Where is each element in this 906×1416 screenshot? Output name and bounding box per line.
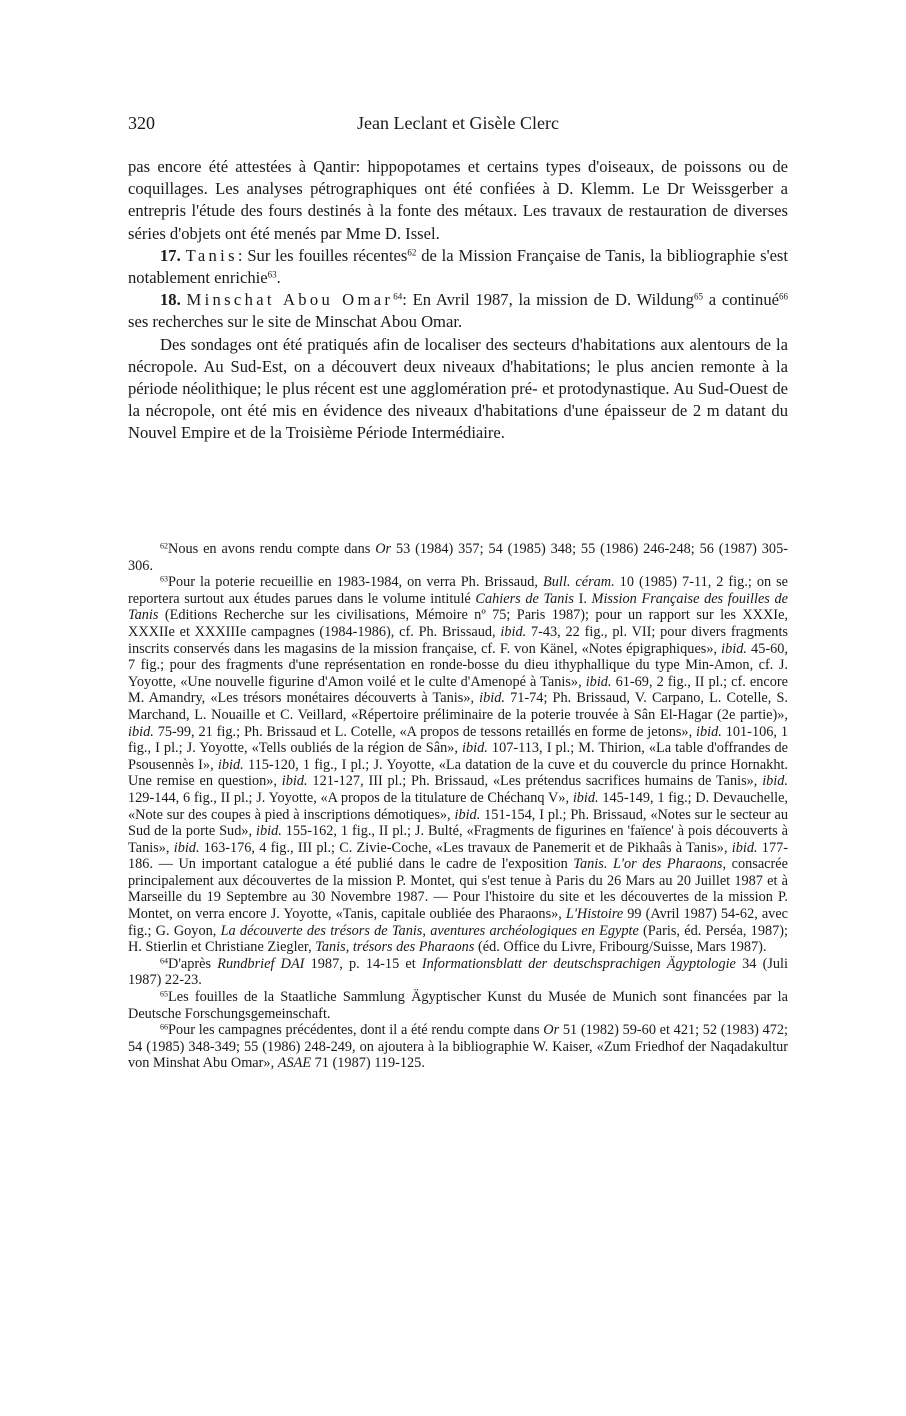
text-run: 45-60, 7 fig.; pour des fragments d'une représentation en ronde-bosse du dieu ithyphallique du type Min-Amon, cf. J. Yoyotte, «Une nouvelle figurine d'Amon voilé et le culte d'Amenopé à Tanis», (128, 640, 788, 690)
italic-title: ibid. (462, 740, 488, 757)
italic-title: Cahiers de Tanis (475, 590, 574, 607)
footnotes (128, 541, 788, 1072)
section-17-paragraph (128, 245, 788, 289)
site-name: Minschat Abou Omar (186, 290, 394, 310)
text-run: de la Mission Française de Tanis, la bibliographie s'est notablement enrichie (128, 245, 788, 288)
footnote-ref[interactable]: 62 (407, 247, 417, 258)
italic-title: Or (375, 541, 392, 557)
text-run: 177-186. — Un important catalogue a été publié dans le cadre de l'exposition (128, 839, 789, 873)
italic-title: Tanis, trésors des Pharaons (315, 939, 475, 956)
text-run: I. (573, 590, 592, 607)
italic-title: ibid. (173, 839, 200, 856)
text-run: 163-176, 4 fig., III pl.; C. Zivie-Coche, «Les travaux de Panemerit et de Pikhaâs à Tanis», (199, 839, 732, 856)
italic-title: Mission Française des fouilles de Tanis (128, 590, 788, 624)
italic-title: ibid. (454, 806, 481, 823)
section-number: 17. (160, 245, 181, 265)
paragraph-continued: pas encore été attestées à Qantir: hippopotames et certains types d'oiseaux, de poissons ou de coquillages. Les analyses pétrographiques ont été confiées à D. Klemm. Le Dr Weissgerber a entrepris l'étude des fours destinés à la fonte des métaux. Les travaux de restauration de diverses séries d'objets ont été menés par Mme D. Issel. (128, 157, 788, 243)
footnote-66 (128, 1022, 788, 1072)
text-run: consacrée principalement aux découvertes de la mission P. Montet, qui s'est tenue à Paris du 26 Mars au 20 Juillet 1987 et à Marseille du 19 Septembre au 30 Novembre 1987. — Pour l'histoire du site et les découvertes de la mission P. Montet, on verra encore J. Yoyotte, «Tanis, capitale oubliée des Pharaons», (128, 856, 788, 923)
footnote-number: 64 (160, 956, 168, 966)
text-run: (Paris, éd. Perséa, 1987); H. Stierlin et Christiane Ziegler, (128, 922, 789, 956)
section-number: 18. (160, 290, 181, 310)
text-run: 34 (Juli 1987) 22-23. (128, 955, 788, 989)
italic-title: ibid. (256, 823, 282, 840)
text-run: 99 (Avril 1987) 54-62, avec fig.; G. Goyon, (128, 906, 789, 939)
text-run: 71-74; Ph. Brissaud, V. Carpano, L. Cotelle, S. Marchand, L. Nouaille et C. Veillard, «Répertoire préliminaire de la poterie trouvée à Sân El-Hagar (2e partie)», (128, 690, 788, 723)
page-header (128, 113, 788, 135)
text-run: Pour les campagnes précédentes, dont il a été rendu compte dans (168, 1022, 544, 1039)
footnote-65 (128, 989, 788, 1022)
italic-title: ASAE (277, 1055, 312, 1072)
text-run: (éd. Office du Livre, Fribourg/Suisse, Mars 1987). (474, 939, 767, 956)
italic-title: L'Histoire (565, 906, 624, 923)
italic-title: Informationsblatt der deutschsprachigen Ägyptologie (421, 955, 736, 972)
text-run: 151-154, I pl.; Ph. Brissaud, «Notes sur le secteur au Sud de la porte Sud», (128, 806, 788, 840)
text-run: a continué (702, 290, 779, 310)
italic-title: Tanis. L'or des Pharaons, (573, 856, 727, 873)
page-number: 320 (128, 113, 155, 133)
text-run: D'après (168, 955, 218, 972)
footnote-number: 63 (160, 574, 168, 584)
text-run: 10 (1985) 7-11, 2 fig.; on se reportera surtout aux études parues dans le volume intitulé (128, 574, 789, 607)
text-run: 7-43, 22 fig., pl. VII; pour divers fragments inscrits conservés dans les magasins de la mission française, cf. F. von Känel, «Notes épigraphiques», (128, 623, 788, 657)
text-run: 107-113, I pl.; M. Thirion, «La table d'offrandes de Psousennès I», (128, 740, 788, 773)
italic-title: Rundbrief DAI (217, 955, 305, 972)
footnote-number: 62 (160, 541, 168, 551)
italic-title: ibid. (731, 839, 758, 856)
italic-title: La découverte des trésors de Tanis, aventures archéologiques en Egypte (220, 922, 639, 939)
text-run: ses recherches sur le site de Minschat Abou Omar. (128, 312, 463, 332)
footnote-number: 65 (160, 989, 168, 999)
italic-title: ibid. (762, 773, 789, 790)
running-head: Jean Leclant et Gisèle Clerc (357, 113, 559, 133)
site-name: Tanis (185, 245, 238, 265)
italic-title: ibid. (585, 673, 612, 690)
italic-title: ibid. (128, 723, 154, 740)
soundings-paragraph: Des sondages ont été pratiqués afin de localiser des secteurs d'habitations aux alentours de la nécropole. Au Sud-Est, on a découvert deux niveaux d'habitations; le plus ancien remonte à la période néolithique; le plus récent est une agglomération pré- et protodynastique. Au Sud-Ouest de la nécropole, ont été mis en évidence des niveaux d'habitations d'une épaisseur de 2 m datant du Nouvel Empire et de la Troisième Période Intermédiaire. (128, 334, 788, 443)
italic-title: ibid. (281, 773, 308, 790)
italic-title: ibid. (500, 623, 527, 640)
footnote-ref[interactable]: 66 (778, 291, 788, 302)
footnote-ref[interactable]: 64 (393, 291, 403, 302)
italic-title: ibid. (479, 690, 505, 707)
text-run: 53 (1984) 357; 54 (1985) 348; 55 (1986) 246-248; 56 (1987) 305-306. (128, 541, 788, 574)
text-run: 75-99, 21 fig.; Ph. Brissaud et L. Cotelle, «A propos de tessons retaillés en forme de jetons», (153, 723, 697, 740)
footnote-62 (128, 541, 788, 574)
text-run: Les fouilles de la Staatliche Sammlung Ägyptischer Kunst du Musée de Munich sont financées par la Deutsche Forschungsgemeinschaft. (128, 989, 788, 1022)
text-run: : Sur les fouilles récentes (237, 245, 408, 265)
footnote-ref[interactable]: 63 (267, 269, 277, 280)
text-run: : En Avril 1987, la mission de D. Wildung (402, 290, 694, 310)
italic-title: ibid. (572, 789, 599, 806)
italic-title: ibid. (217, 756, 244, 773)
italic-title: Bull. céram. (543, 574, 615, 591)
main-text (128, 156, 788, 445)
italic-title: ibid. (721, 640, 747, 657)
text-run: . (276, 268, 281, 288)
footnote-number: 66 (160, 1022, 168, 1032)
text-run: Pour la poterie recueillie en 1983-1984, on verra Ph. Brissaud, (168, 574, 543, 591)
section-18-paragraph (128, 289, 788, 333)
footnote-64 (128, 956, 788, 989)
text-run: 115-120, 1 fig., I pl.; J. Yoyotte, «La datation de la cuve et du couvercle du prince Hornakht. Une remise en question», (128, 756, 789, 790)
text-run: Nous en avons rendu compte dans (168, 541, 376, 557)
text-run: 1987, p. 14-15 et (304, 955, 422, 972)
text-run: 145-149, 1 fig.; D. Devauchelle, «Note sur des coupes à pied à inscriptions démotiques», (128, 789, 788, 823)
italic-title: Or (543, 1022, 560, 1039)
footnote-ref[interactable]: 65 (693, 291, 703, 302)
text-run: 61-69, 2 fig., II pl.; cf. encore M. Amandry, «Les trésors monétaires découverts à Tanis», (128, 673, 789, 707)
text-run: 129-144, 6 fig., II pl.; J. Yoyotte, «A propos de la titulature de Chéchanq V», (128, 789, 573, 806)
text-run: 121-127, III pl.; Ph. Brissaud, «Les prétendus sacrifices humains de Tanis», (307, 773, 763, 790)
footnote-63 (128, 574, 788, 956)
text-run: 155-162, 1 fig., II pl.; J. Bulté, «Fragments de figurines en 'faïence' à pois découverts à Tanis», (128, 823, 788, 856)
text-run: 51 (1982) 59-60 et 421; 52 (1983) 472; 54 (1985) 348-349; 55 (1986) 248-249, on ajoutera à la bibliographie W. Kaiser, «Zum Friedhof der Naqadakultur von Minshat Abu Omar», (128, 1022, 788, 1072)
italic-title: ibid. (696, 723, 722, 740)
text-run: 71 (1987) 119-125. (311, 1055, 425, 1072)
text-run: (Editions Recherche sur les civilisations, Mémoire nº 75; Paris 1987); pour un rapport sur les XXXIe, XXXIIe et XXXIIIe campagnes (1984-1986), cf. Ph. Brissaud, (128, 607, 788, 640)
text-run: 101-106, 1 fig., I pl.; J. Yoyotte, «Tells oubliés de la région de Sân», (128, 723, 788, 757)
